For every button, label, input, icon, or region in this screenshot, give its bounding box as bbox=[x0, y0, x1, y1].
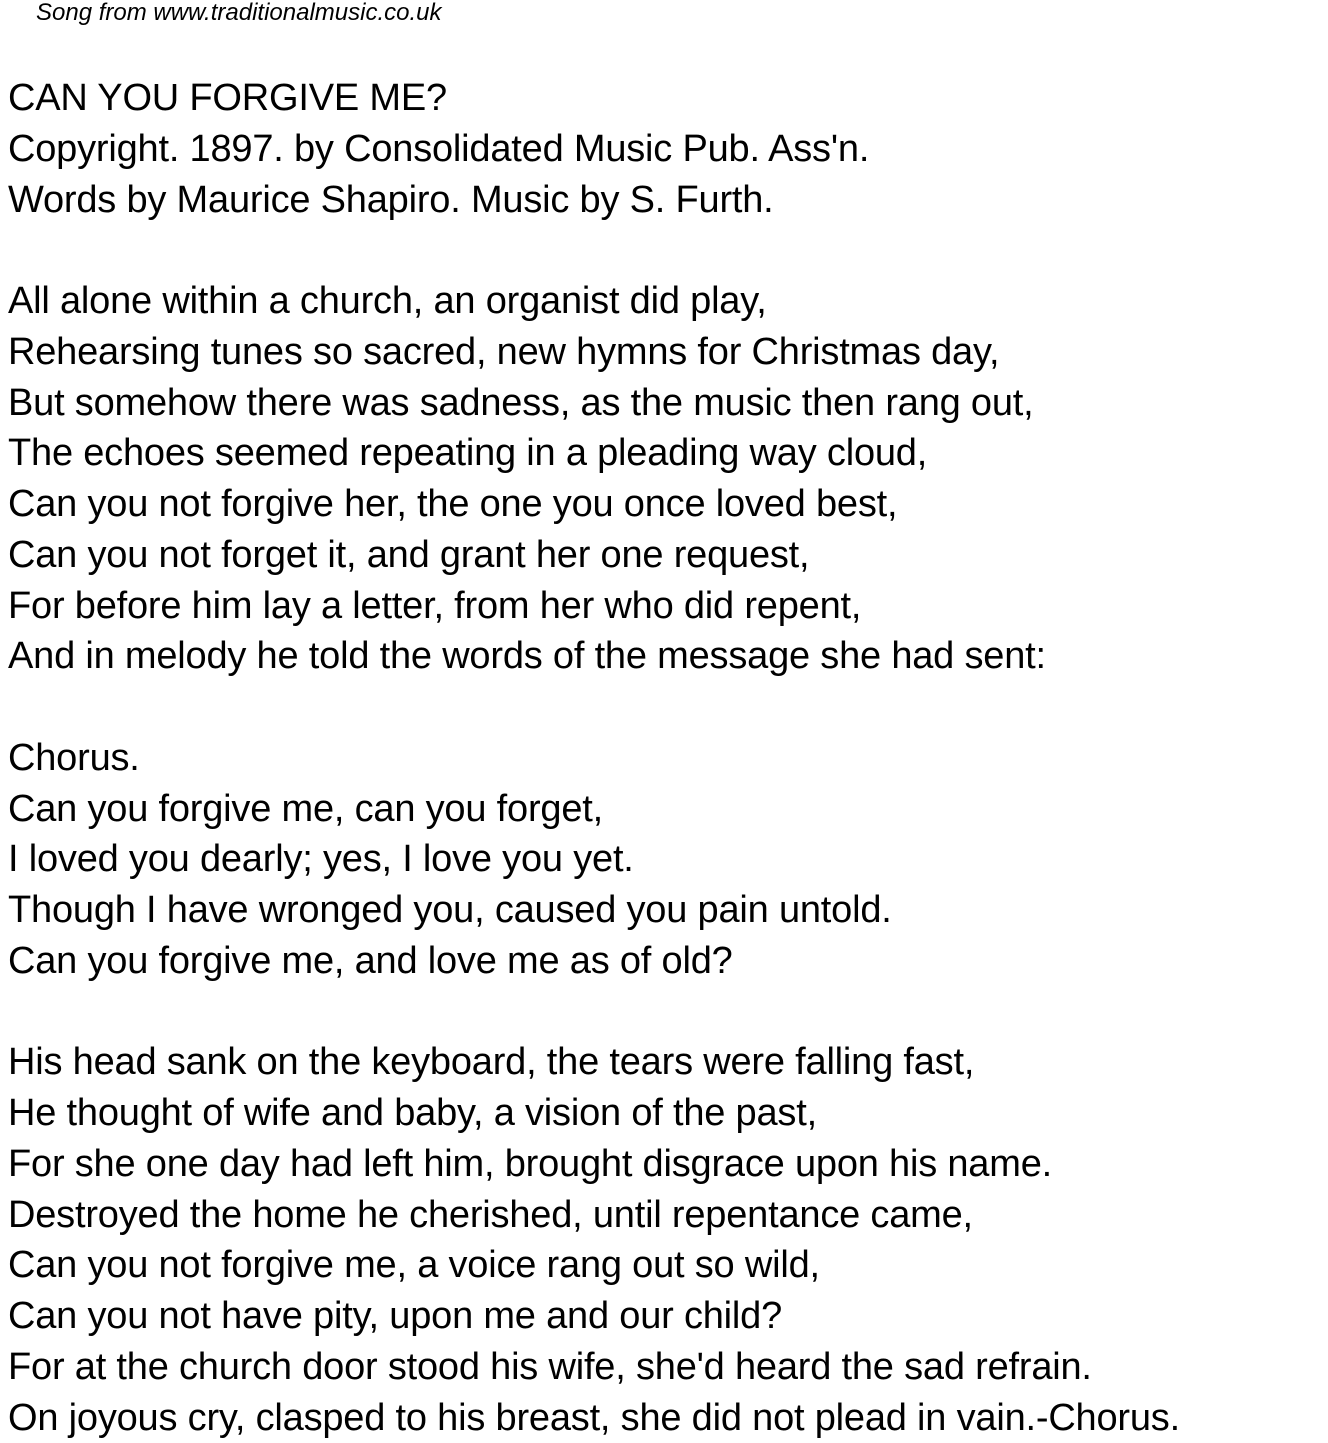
chorus-label: Chorus. bbox=[8, 733, 1326, 784]
verse-line: Rehearsing tunes so sacred, new hymns for Christmas day, bbox=[8, 327, 1326, 378]
verse-2 bbox=[8, 1037, 1326, 1443]
chorus-line: Though I have wronged you, caused you pain untold. bbox=[8, 885, 1326, 936]
verse-line: Destroyed the home he cherished, until repentance came, bbox=[8, 1190, 1326, 1241]
song-text bbox=[8, 73, 1326, 1443]
verse-line: For at the church door stood his wife, she'd heard the sad refrain. bbox=[8, 1342, 1326, 1393]
verse-1 bbox=[8, 276, 1326, 682]
verse-line: And in melody he told the words of the message she had sent: bbox=[8, 631, 1326, 682]
verse-line: Can you not forgive me, a voice rang out so wild, bbox=[8, 1240, 1326, 1291]
verse-line: But somehow there was sadness, as the music then rang out, bbox=[8, 378, 1326, 429]
verse-line: Can you not forget it, and grant her one request, bbox=[8, 530, 1326, 581]
stanza-gap bbox=[8, 225, 1326, 276]
verse-line: All alone within a church, an organist did play, bbox=[8, 276, 1326, 327]
song-title: CAN YOU FORGIVE ME? bbox=[8, 73, 1326, 124]
chorus-line: I loved you dearly; yes, I love you yet. bbox=[8, 834, 1326, 885]
verse-line: Can you not have pity, upon me and our child? bbox=[8, 1291, 1326, 1342]
chorus-line: Can you forgive me, can you forget, bbox=[8, 784, 1326, 835]
chorus bbox=[8, 733, 1326, 987]
verse-line: On joyous cry, clasped to his breast, she did not plead in vain.-Chorus. bbox=[8, 1393, 1326, 1443]
verse-line: For before him lay a letter, from her who did repent, bbox=[8, 581, 1326, 632]
stanza-gap bbox=[8, 987, 1326, 1038]
verse-line: Can you not forgive her, the one you once loved best, bbox=[8, 479, 1326, 530]
copyright-line: Copyright. 1897. by Consolidated Music Pub. Ass'n. bbox=[8, 124, 1326, 175]
source-credit: Song from www.traditionalmusic.co.uk bbox=[36, 0, 442, 26]
verse-line: The echoes seemed repeating in a pleading way cloud, bbox=[8, 428, 1326, 479]
verse-line: He thought of wife and baby, a vision of the past, bbox=[8, 1088, 1326, 1139]
chorus-line: Can you forgive me, and love me as of old? bbox=[8, 936, 1326, 987]
credits-line: Words by Maurice Shapiro. Music by S. Furth. bbox=[8, 175, 1326, 226]
verse-line: For she one day had left him, brought disgrace upon his name. bbox=[8, 1139, 1326, 1190]
stanza-gap bbox=[8, 682, 1326, 733]
verse-line: His head sank on the keyboard, the tears were falling fast, bbox=[8, 1037, 1326, 1088]
